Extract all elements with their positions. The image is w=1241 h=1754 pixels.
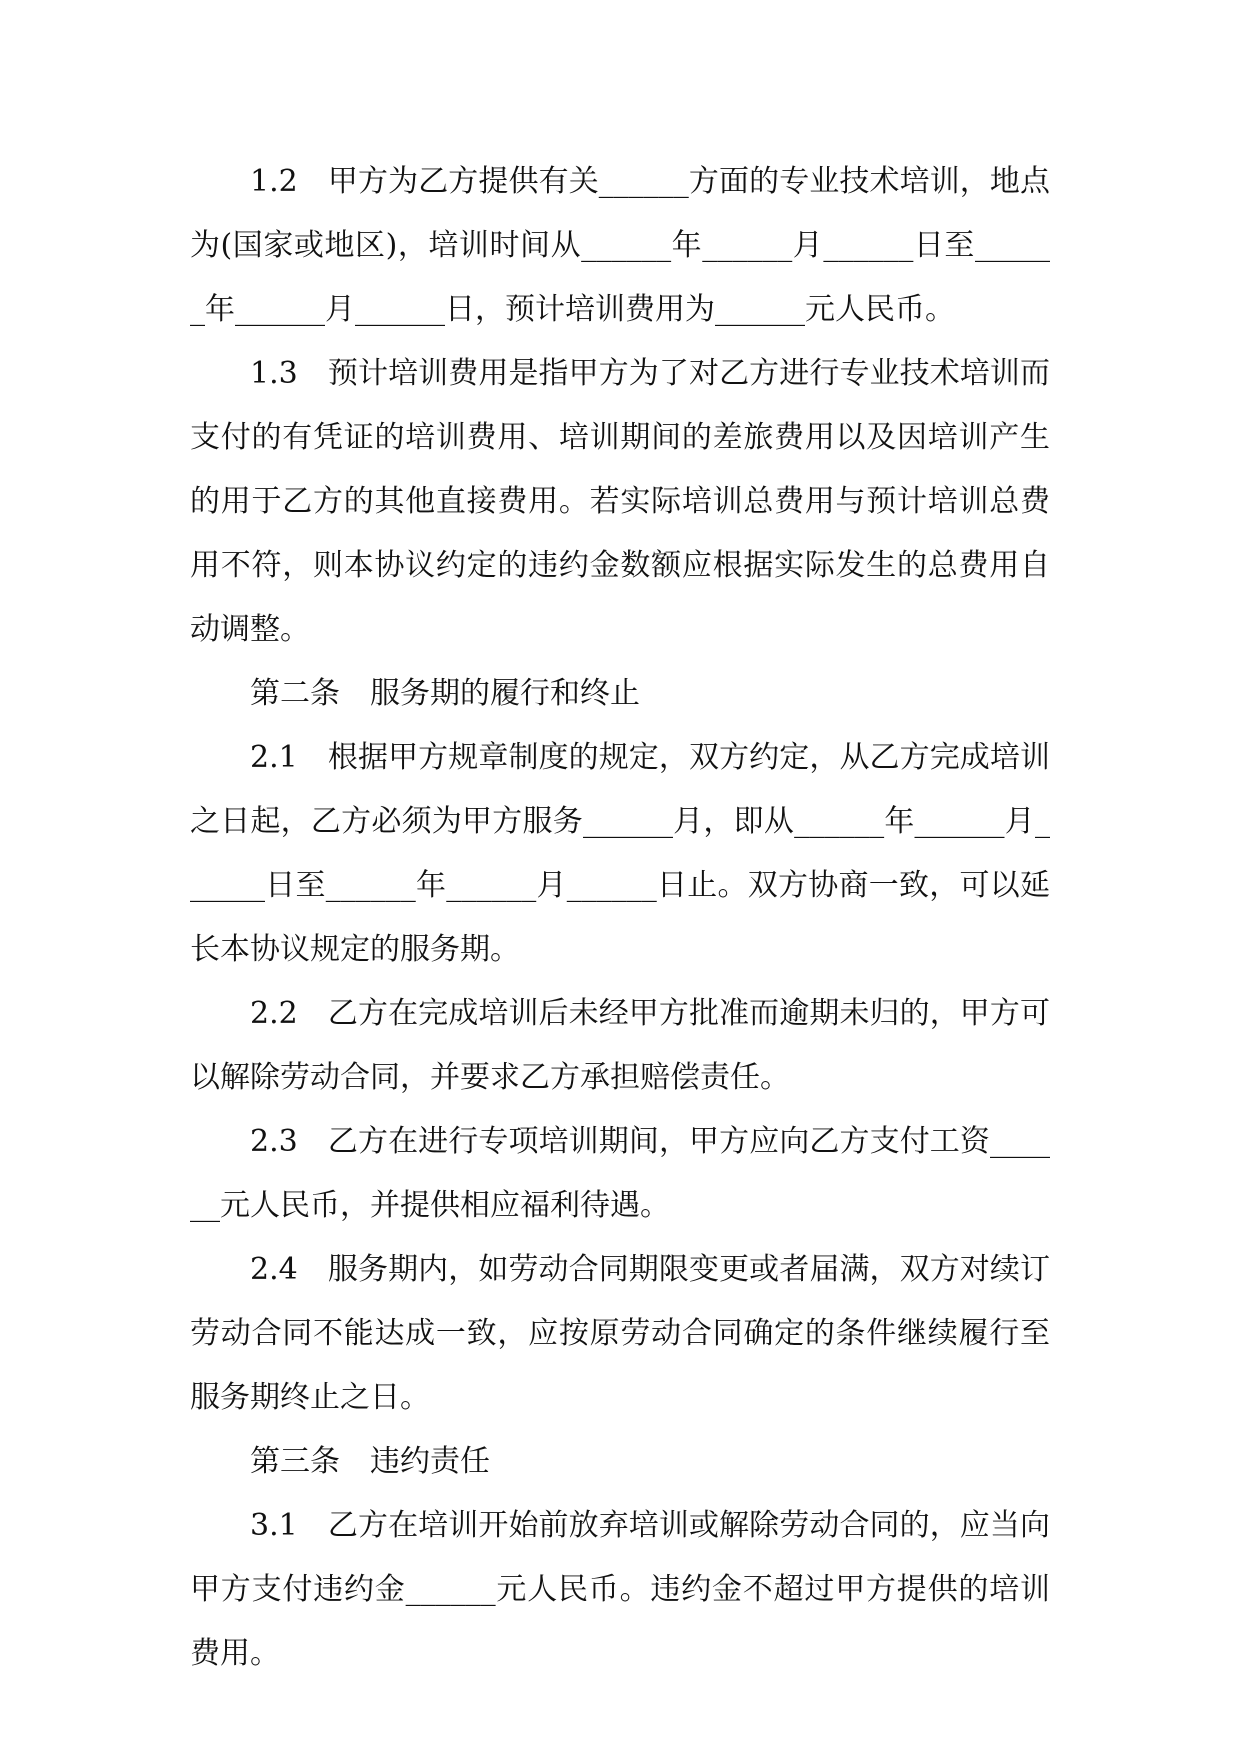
clause-2-4: 2.4 服务期内，如劳动合同期限变更或者届满，双方对续订劳动合同不能达成一致，应按原劳动合同确定的条件继续履行至服务期终止之日。: [190, 1252, 1050, 1415]
clause-1-3: 1.3 预计培训费用是指甲方为了对乙方进行专业技术培训而支付的有凭证的培训费用、培训期间的差旅费用以及因培训产生的用于乙方的其他直接费用。若实际培训总费用与预计培训总费用不符，则本协议约定的违约金数额应根据实际发生的总费用自动调整。: [190, 356, 1050, 647]
clause-2-1: 2.1 根据甲方规章制度的规定，双方约定，从乙方完成培训之日起，乙方必须为甲方服务______月，即从______年______月______日至______年______月______日止。双方协商一致，可以延长本协议规定的服务期。: [190, 740, 1050, 967]
article-2-heading: 第二条 服务期的履行和终止: [250, 676, 640, 711]
clause-2-2: 2.2 乙方在完成培训后未经甲方批准而逾期未归的，甲方可以解除劳动合同，并要求乙方承担赔偿责任。: [190, 996, 1050, 1095]
clause-3-1: 3.1 乙方在培训开始前放弃培训或解除劳动合同的，应当向甲方支付违约金______元人民币。违约金不超过甲方提供的培训费用。: [190, 1508, 1050, 1671]
article-3-heading: 第三条 违约责任: [250, 1444, 490, 1479]
clause-1-2: 1.2 甲方为乙方提供有关______方面的专业技术培训，地点为(国家或地区)，培训时间从______年______月______日至______年______月______日，预计培训费用为______元人民币。: [190, 164, 1050, 327]
document-page: [190, 150, 1050, 1686]
clause-2-3: 2.3 乙方在进行专项培训期间，甲方应向乙方支付工资______元人民币，并提供相应福利待遇。: [190, 1124, 1050, 1223]
